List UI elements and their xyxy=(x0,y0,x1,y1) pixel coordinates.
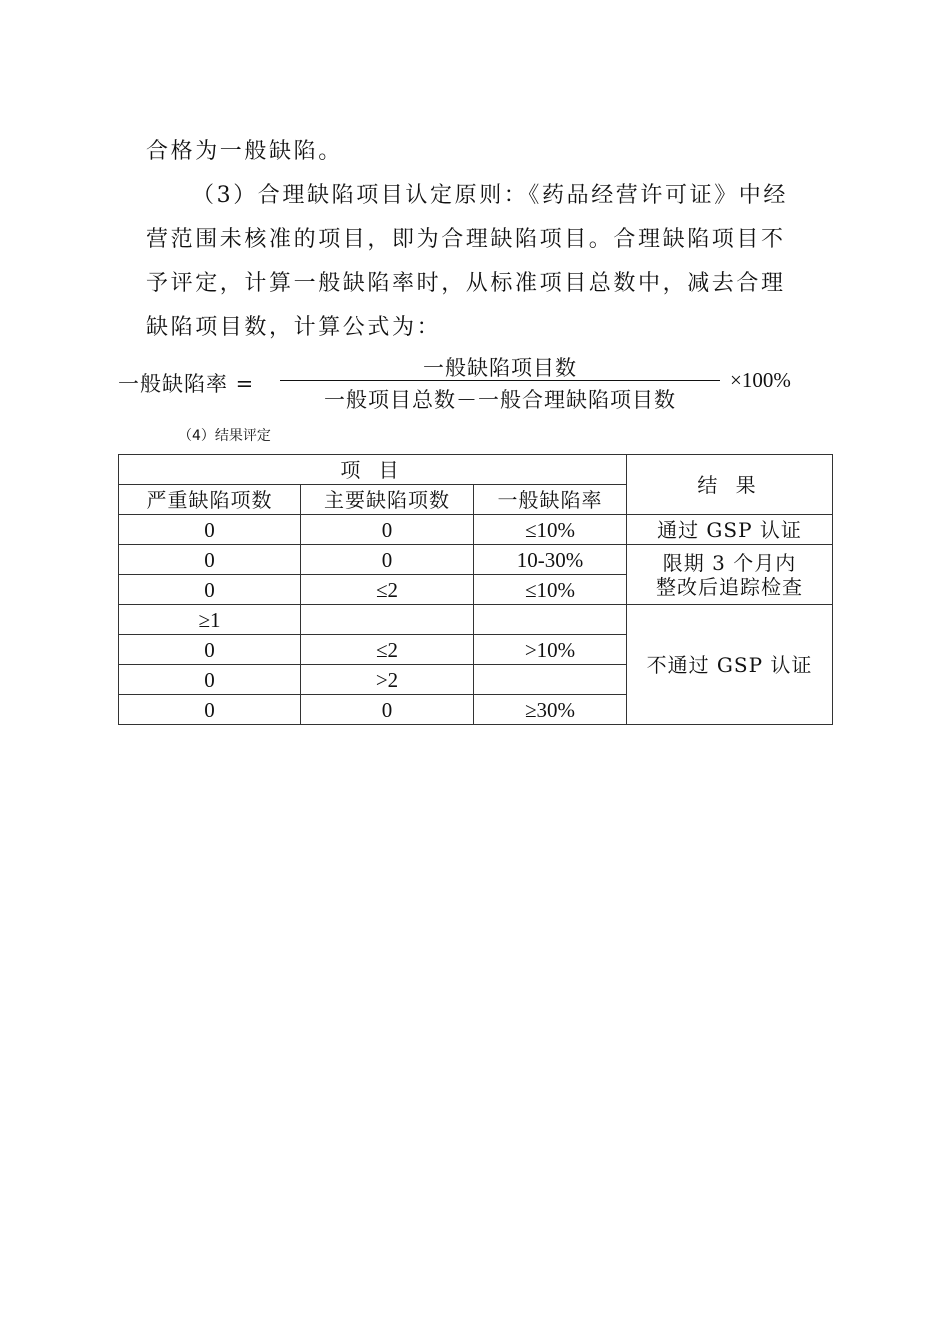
table-row xyxy=(119,515,833,545)
result-rectify-line1: 限期 3 个月内 xyxy=(662,550,797,575)
defect-rate-formula xyxy=(0,346,950,416)
table-cell: ≥30% xyxy=(474,695,627,725)
table-cell: 0 xyxy=(301,515,474,545)
formula-denominator: 一般项目总数－一般合理缺陷项目数 xyxy=(324,388,676,412)
table-cell: 0 xyxy=(119,695,301,725)
table-cell: 0 xyxy=(119,515,301,545)
table-cell: >10% xyxy=(474,635,627,665)
table-cell: ≥1 xyxy=(119,605,301,635)
table-cell: ≤2 xyxy=(301,635,474,665)
table-cell xyxy=(474,605,627,635)
result-rectify-line2: 整改后追踪检查 xyxy=(656,574,804,599)
column-header: 主要缺陷项数 xyxy=(301,485,474,515)
result-pass: 通过 GSP 认证 xyxy=(627,515,833,545)
result-evaluation-table xyxy=(118,454,833,725)
table-cell: 0 xyxy=(119,545,301,575)
table-cell: ≤2 xyxy=(301,575,474,605)
formula-numerator: 一般缺陷项目数 xyxy=(423,356,577,380)
result-header: 结 果 xyxy=(627,455,833,515)
table-cell: 0 xyxy=(301,695,474,725)
formula-lhs: 一般缺陷率 = xyxy=(118,372,255,396)
result-fail: 不通过 GSP 认证 xyxy=(627,605,833,725)
paragraph-1: 合格为一般缺陷。 xyxy=(146,139,343,164)
table-row xyxy=(119,545,833,575)
table-cell: 0 xyxy=(119,575,301,605)
group-header: 项 目 xyxy=(119,455,627,485)
table-cell: 10-30% xyxy=(474,545,627,575)
table-cell: ≤10% xyxy=(474,515,627,545)
table-cell xyxy=(301,605,474,635)
column-header: 严重缺陷项数 xyxy=(119,485,301,515)
table-cell: 0 xyxy=(119,665,301,695)
table-row xyxy=(119,605,833,635)
formula-multiplier: ×100% xyxy=(730,368,791,392)
result-rectify xyxy=(627,545,833,605)
table-cell: 0 xyxy=(301,545,474,575)
table-cell: 0 xyxy=(119,635,301,665)
column-header: 一般缺陷率 xyxy=(474,485,627,515)
paragraph-2: （3）合理缺陷项目认定原则：《药品经营许可证》中经营范围未核准的项目，即为合理缺陷项目。合理缺陷项目不予评定，计算一般缺陷率时，从标准项目总数中，减去合理缺陷项目数，计算公式为： xyxy=(146,183,788,340)
table-cell: >2 xyxy=(301,665,474,695)
table-cell xyxy=(474,665,627,695)
table-cell: ≤10% xyxy=(474,575,627,605)
fraction-bar xyxy=(280,380,720,381)
table-caption: （4）结果评定 xyxy=(178,428,271,444)
